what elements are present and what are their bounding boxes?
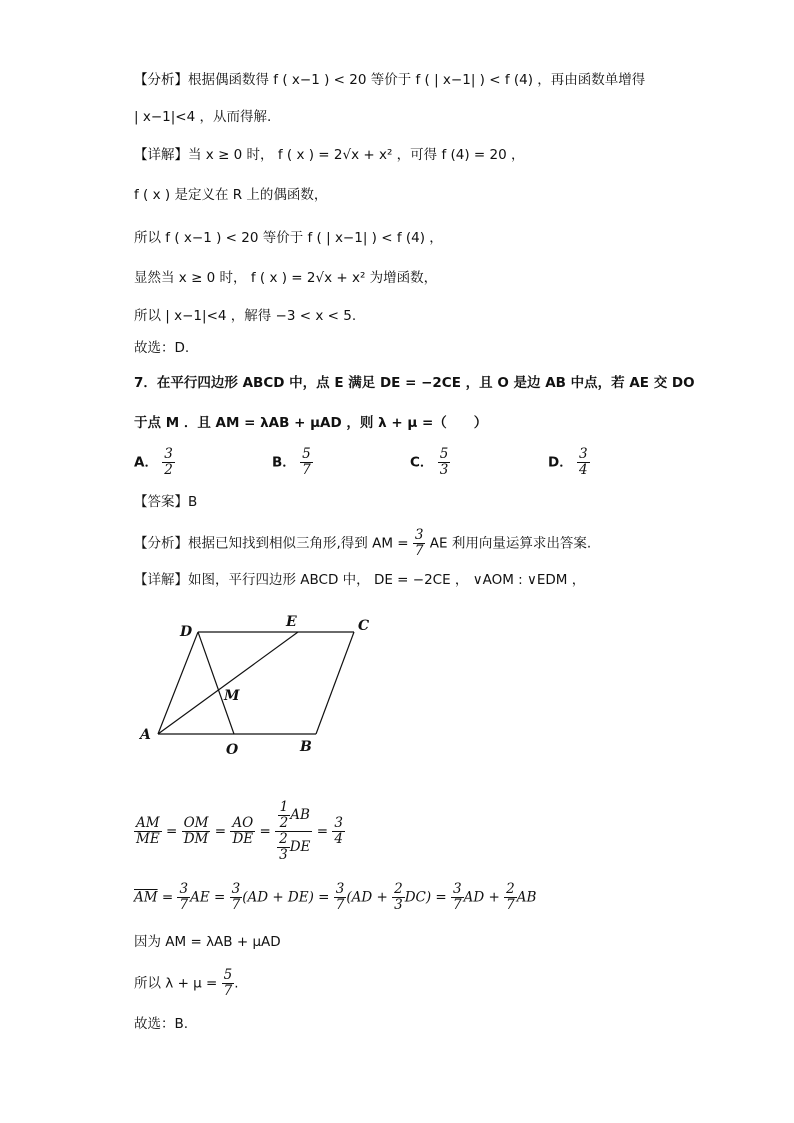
eq2-d4: 3 <box>394 897 403 913</box>
eq2-d2: 7 <box>231 897 241 913</box>
analysis-2-tag: 【分析】 <box>134 535 188 552</box>
eq2-frac-2 <box>230 882 243 913</box>
eq2-n5: 3 <box>453 881 462 897</box>
therefore-num: 5 <box>223 967 233 983</box>
eq2-d1: 7 <box>179 897 189 913</box>
eq2-frac-5 <box>451 882 464 913</box>
option-b-den: 7 <box>302 462 311 478</box>
ratio-4-dd: 3 <box>279 847 288 863</box>
ratio-4-nvar: AB <box>290 807 310 823</box>
eq2-frac-1 <box>177 882 190 913</box>
ratio-4-nn: 1 <box>279 799 289 815</box>
ratio-3-num: AO <box>232 815 254 831</box>
option-a-num: 3 <box>164 446 173 462</box>
ratio-4-dvar: DE <box>289 839 311 855</box>
answer-tag: 【答案】 <box>134 494 188 510</box>
ratio-3-4 <box>332 816 345 847</box>
question-7-line-1 <box>134 373 695 393</box>
analysis-text: 根据偶函数得 f ( x−1 ) < 20 等价于 f ( | x−1| ) < f (4) ，再由函数单增得 <box>188 72 646 88</box>
option-d-fraction <box>577 447 590 478</box>
answer-value: B <box>188 494 198 510</box>
because-line <box>134 932 281 952</box>
detail-tag: 【详解】 <box>134 147 188 163</box>
detail-line-5 <box>134 306 356 326</box>
vector-equation: $\overline{AM}$ = $\frac{3}{7}$ AE = $\frac{3}{7}$ (AD + DE) = $\frac{3}{7}$ (AD + $\frac{2}{3}$ DC) = $\frac{3}{7}$ AD + $\frac{2}{7}$ AB <box>134 881 537 913</box>
eq2-e3: (AD + <box>346 889 388 906</box>
eq2-e2: (AD + DE) = <box>242 889 330 906</box>
label-a: A <box>140 727 151 743</box>
therefore-den: 7 <box>223 983 233 999</box>
therefore-fraction <box>222 968 235 999</box>
option-b-label: B． <box>272 454 296 471</box>
analysis-2-num: 3 <box>414 527 424 543</box>
eq2-d6: 7 <box>506 897 515 913</box>
eq2-n1: 3 <box>179 881 189 897</box>
eq2-e5: AD + <box>463 889 500 906</box>
eq2-frac-3 <box>334 882 347 913</box>
label-e: E <box>286 614 297 630</box>
because-text: 因为 AM = λAB + μAD <box>134 934 281 950</box>
question-7-text-1: 7．在平行四边形 ABCD 中，点 E 满足 DE = −2CE ，且 O 是边 AB 中点，若 AE 交 DO <box>134 375 695 391</box>
ratio-2-num: OM <box>183 815 209 831</box>
ratio-5-num: 3 <box>334 815 343 831</box>
question-7-text-2: 于点 M ．且 AM = λAB + μAD ，则 λ + μ =（ ） <box>134 415 488 431</box>
ratio-compound-den <box>275 832 312 863</box>
analysis-text-2: | x−1|<4 ，从而得解. <box>134 109 272 125</box>
analysis-line-2 <box>134 107 271 127</box>
eq2-e4: DC) = <box>404 889 447 906</box>
label-m: M <box>224 688 240 704</box>
answer-line <box>134 492 197 512</box>
analysis-line-1 <box>134 70 645 90</box>
side-bc <box>316 632 354 734</box>
analysis-2-fraction <box>413 528 426 559</box>
eq2-n6: 2 <box>506 881 515 897</box>
ratio-5-den: 4 <box>334 831 343 847</box>
analysis-tag: 【分析】 <box>134 72 188 88</box>
label-c: C <box>358 618 370 634</box>
option-d-den: 4 <box>579 462 588 478</box>
ratio-1-den: ME <box>136 831 160 847</box>
therefore-line <box>134 968 239 999</box>
option-b <box>272 447 313 478</box>
final-choice <box>134 1014 188 1034</box>
option-b-fraction <box>300 447 313 478</box>
eq2-e6: AB <box>516 889 537 906</box>
ratio-om-dm <box>182 816 211 847</box>
detail-text-1: 当 x ≥ 0 时， f ( x ) = 2√x + x² ，可得 f (4) = 20 ， <box>188 147 525 163</box>
ratio-1-num: AM <box>134 816 162 832</box>
eq2-frac-6 <box>504 882 517 913</box>
option-c-label: C． <box>410 454 434 471</box>
detail-choice <box>134 338 189 358</box>
detail-2-text: 如图，平行四边形 ABCD 中， DE = −2CE ， ∨AOM : ∨EDM ， <box>188 572 586 588</box>
ratio-4-nd: 2 <box>279 815 289 831</box>
detail-2-line <box>134 570 585 590</box>
option-a-label: A． <box>134 454 158 471</box>
eq2-e1: AE = <box>190 889 226 906</box>
option-a-den: 2 <box>164 462 173 478</box>
detail-line-1 <box>134 145 524 165</box>
option-d-num: 3 <box>579 446 588 462</box>
ratio-am-me <box>134 816 162 847</box>
ratio-2-den: DM <box>183 831 209 847</box>
eq2-n3: 3 <box>335 881 345 897</box>
option-a <box>134 447 175 478</box>
ratio-equation: $\frac{AM}{ME}$ = $\frac{OM}{DM}$ = $\frac{AO}{DE}$ = $\frac{1}{2}$ AB $\frac{2}{3}$ DE = $\frac{3}{4}$ <box>136 799 343 863</box>
option-c <box>410 447 450 478</box>
question-7-line-2 <box>134 413 487 433</box>
parallelogram-figure <box>134 606 394 766</box>
detail-line-4 <box>134 268 437 288</box>
analysis-2-text-after: AE 利用向量运算求出答案. <box>429 535 592 552</box>
eq2-n4: 2 <box>394 881 403 897</box>
ratio-compound-num <box>275 800 312 832</box>
ratio-compound <box>275 800 312 863</box>
detail-text-2: f ( x ) 是定义在 R 上的偶函数， <box>134 187 328 203</box>
detail-2-tag: 【详解】 <box>134 572 188 588</box>
eq2-d3: 7 <box>335 897 345 913</box>
ratio-4-dn: 2 <box>279 831 288 847</box>
eq2-n2: 3 <box>231 881 241 897</box>
ratio-3-den: DE <box>232 831 254 847</box>
option-d <box>548 447 590 478</box>
detail-line-2 <box>134 185 327 205</box>
analysis-2-den: 7 <box>414 543 424 559</box>
detail-text-4: 显然当 x ≥ 0 时， f ( x ) = 2√x + x² 为增函数， <box>134 270 438 286</box>
eq2-d5: 7 <box>453 897 462 913</box>
option-a-fraction <box>162 447 175 478</box>
option-c-fraction <box>438 447 451 478</box>
option-d-label: D． <box>548 454 573 471</box>
label-d: D <box>180 624 193 640</box>
eq2-frac-4 <box>392 882 405 913</box>
therefore-suffix: . <box>234 975 239 992</box>
option-c-num: 5 <box>439 446 449 462</box>
detail-choice-text: 故选：D. <box>134 340 190 356</box>
option-b-num: 5 <box>302 446 311 462</box>
detail-text-5: 所以 | x−1|<4 ，解得 −3 < x < 5. <box>134 308 357 324</box>
ratio-ao-de <box>230 816 255 847</box>
final-choice-text: 故选：B. <box>134 1016 189 1032</box>
vec-am: $\overline{AM}$ <box>134 889 158 906</box>
label-b: B <box>300 739 312 755</box>
therefore-prefix: 所以 λ + μ = <box>134 975 218 992</box>
label-o: O <box>226 742 239 758</box>
analysis-2-line <box>134 528 591 559</box>
option-c-den: 3 <box>439 462 449 478</box>
detail-text-3: 所以 f ( x−1 ) < 20 等价于 f ( | x−1| ) < f (4) ， <box>134 230 443 246</box>
detail-line-3 <box>134 228 443 248</box>
analysis-2-text-before: 根据已知找到相似三角形,得到 AM = <box>188 535 409 552</box>
